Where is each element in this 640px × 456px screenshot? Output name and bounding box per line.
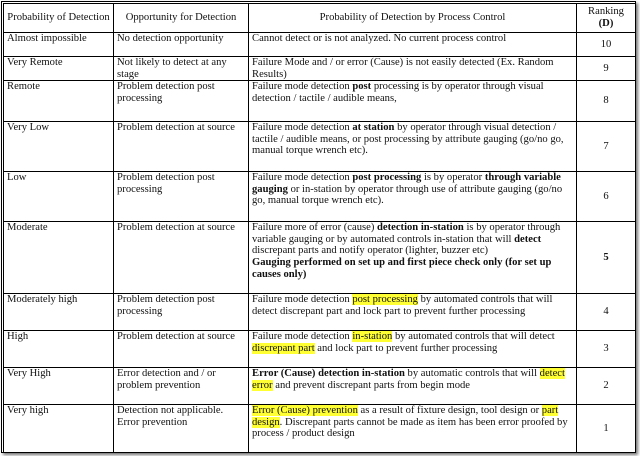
ranking-cell: 10: [577, 33, 636, 57]
probability-cell: Very High: [4, 368, 114, 405]
probability-cell: Very Remote: [4, 57, 114, 81]
table-row: [4, 57, 636, 81]
table-row: [4, 81, 636, 122]
probability-cell: Very high: [4, 405, 114, 453]
opportunity-cell: No detection opportunity: [114, 33, 249, 57]
probability-cell: Very Low: [4, 122, 114, 172]
opportunity-cell: Problem detection at source: [114, 222, 249, 294]
opportunity-cell: Problem detection post processing: [114, 172, 249, 222]
table-row: [4, 172, 636, 222]
process-control-cell: Failure mode detection post processing is by operator through visual detection / tactile / audible means,: [249, 81, 577, 122]
ranking-cell: 5: [577, 222, 636, 294]
header-row: [4, 4, 636, 33]
highlight-post-processing: post processing: [352, 294, 418, 306]
opportunity-cell: Not likely to detect at any stage: [114, 57, 249, 81]
table-frame: [1, 1, 636, 453]
highlight-error-prevention: Error (Cause) prevention: [252, 405, 358, 417]
opportunity-cell: Problem detection post processing: [114, 294, 249, 331]
header-process-control: Probability of Detection by Process Control: [249, 4, 577, 33]
ranking-cell: 4: [577, 294, 636, 331]
ranking-cell: 6: [577, 172, 636, 222]
opportunity-cell: Error detection and / or problem prevention: [114, 368, 249, 405]
table-row: [4, 331, 636, 368]
highlight-discrepant-part: discrepant part: [252, 342, 315, 354]
process-control-cell: Failure mode detection in-station by automated controls that will detect discrepant part and lock part to prevent further processing: [249, 331, 577, 368]
ranking-cell: 3: [577, 331, 636, 368]
highlight-in-station: in-station: [352, 331, 393, 343]
header-opportunity: Opportunity for Detection: [114, 4, 249, 33]
header-ranking-d: (D): [598, 18, 614, 29]
table-row: [4, 294, 636, 331]
process-control-cell: Failure more of error (cause) detection in-station is by operator through variable gauging or by automated controls in-station that will detect discrepant parts and notify operator (lighter, buzzer etc) Gauging performed on set up and first piece check only (for set up causes only): [249, 222, 577, 294]
probability-cell: Moderate: [4, 222, 114, 294]
table-row: [4, 405, 636, 453]
probability-cell: Almost impossible: [4, 33, 114, 57]
header-probability: Probability of Detection: [4, 4, 114, 33]
table-row: [4, 222, 636, 294]
header-ranking: [577, 4, 636, 33]
ranking-cell: 9: [577, 57, 636, 81]
highlight-detect-error: detect error: [252, 368, 565, 391]
process-control-cell: Failure mode detection at station by operator through visual detection / tactile / audible means, or post processing by attribute gauging (go/no go, manual torque wrench etc).: [249, 122, 577, 172]
probability-cell: High: [4, 331, 114, 368]
opportunity-cell: Problem detection at source: [114, 122, 249, 172]
detection-ranking-table: [3, 3, 636, 453]
process-control-cell: Failure Mode and / or error (Cause) is not easily detected (Ex. Random Results): [249, 57, 577, 81]
opportunity-cell: Problem detection post processing: [114, 81, 249, 122]
ranking-cell: 2: [577, 368, 636, 405]
ranking-cell: 1: [577, 405, 636, 453]
opportunity-cell: Detection not applicable. Error prevention: [114, 405, 249, 453]
table-row: [4, 33, 636, 57]
process-control-cell: Failure mode detection post processing is by operator through variable gauging or in-station by operator through use of attribute gauging (go/no go, manual torque wrench etc).: [249, 172, 577, 222]
table-row: [4, 368, 636, 405]
process-control-cell: Failure mode detection post processing by automated controls that will detect discrepant part and lock part to prevent further processing: [249, 294, 577, 331]
highlight-part-design: part design: [252, 405, 559, 428]
ranking-cell: 7: [577, 122, 636, 172]
table-row: [4, 122, 636, 172]
probability-cell: Low: [4, 172, 114, 222]
probability-cell: Remote: [4, 81, 114, 122]
process-control-cell: Error (Cause) prevention as a result of fixture design, tool design or part design. Discrepant parts cannot be made as item has been error proofed by process / product design: [249, 405, 577, 453]
ranking-cell: 8: [577, 81, 636, 122]
opportunity-cell: Problem detection at source: [114, 331, 249, 368]
header-ranking-label: Ranking: [588, 6, 624, 18]
probability-cell: Moderately high: [4, 294, 114, 331]
process-control-cell: Cannot detect or is not analyzed. No current process control: [249, 33, 577, 57]
process-control-cell: Error (Cause) detection in-station by automatic controls that will detect error and prevent discrepant parts from begin mode: [249, 368, 577, 405]
